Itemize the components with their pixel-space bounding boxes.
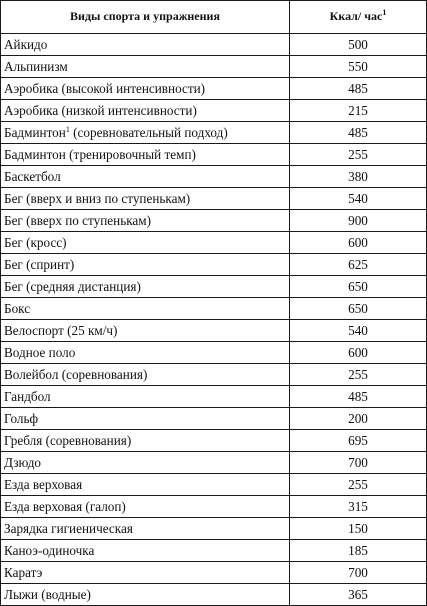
activity-cell: [1, 408, 290, 430]
activity-cell: [1, 584, 290, 606]
header-kcal: Ккал/ час$^1$: [290, 1, 427, 34]
activity-cell: [1, 518, 290, 540]
kcal-value: 700: [290, 452, 427, 474]
table-row: [1, 320, 427, 342]
kcal-value: 255: [290, 364, 427, 386]
activity-cell: [1, 276, 290, 298]
table-row: [1, 100, 427, 122]
activity-cell: [1, 386, 290, 408]
table-row: [1, 254, 427, 276]
kcal-value: 900: [290, 210, 427, 232]
activity-name: Езда верховая (галоп): [4, 499, 126, 514]
kcal-value: 600: [290, 232, 427, 254]
activity-name: Бег (кросс): [4, 235, 67, 250]
table-row: [1, 430, 427, 452]
activity-cell: [1, 34, 290, 56]
kcal-value: 650: [290, 298, 427, 320]
kcal-value: 315: [290, 496, 427, 518]
kcal-value: 485: [290, 386, 427, 408]
table-row: [1, 584, 427, 606]
table-row: [1, 78, 427, 100]
activity-cell: [1, 188, 290, 210]
kcal-value: 625: [290, 254, 427, 276]
table-row: [1, 56, 427, 78]
table-row: [1, 408, 427, 430]
kcal-value: 255: [290, 474, 427, 496]
activity-name: Гандбол: [4, 389, 51, 404]
activity-name: Бег (вверх и вниз по ступенькам): [4, 191, 191, 206]
activity-cell: [1, 56, 290, 78]
activity-cell: [1, 210, 290, 232]
activity-name: Альпинизм: [4, 59, 68, 74]
activity-name: Бег (вверх по ступенькам): [4, 213, 152, 228]
header-kcal-footnote: 1: [382, 8, 387, 17]
table-row: [1, 452, 427, 474]
table-row: [1, 34, 427, 56]
activity-name: Бег (средняя дистанция): [4, 279, 141, 294]
table-row: [1, 518, 427, 540]
activity-name: Бадминтон (тренировочный темп): [4, 147, 196, 162]
header-activity: Виды спорта и упражнения: [1, 1, 290, 34]
activity-name: Дзюдо: [4, 455, 42, 470]
table-row: [1, 562, 427, 584]
activity-cell: [1, 452, 290, 474]
activity-name-tail: (соревновательный подход): [69, 125, 228, 140]
activity-name: Бадминтон: [4, 125, 66, 140]
activity-cell: [1, 78, 290, 100]
activity-name: Каратэ: [4, 565, 43, 580]
table-row: [1, 144, 427, 166]
activity-name: Баскетбол: [4, 169, 61, 184]
table-row: [1, 166, 427, 188]
activity-cell: [1, 562, 290, 584]
kcal-value: 600: [290, 342, 427, 364]
activity-cell: [1, 364, 290, 386]
table-row: [1, 122, 427, 144]
activity-name: Каноэ-одиночка: [4, 543, 95, 558]
kcal-value: 540: [290, 320, 427, 342]
table-row: [1, 540, 427, 562]
kcal-value: 485: [290, 78, 427, 100]
table-header-row: [1, 1, 427, 34]
kcal-value: 150: [290, 518, 427, 540]
kcal-value: 185: [290, 540, 427, 562]
activity-name: Айкидо: [4, 37, 48, 52]
activity-cell: [1, 540, 290, 562]
activity-cell: [1, 232, 290, 254]
activity-name: Лыжи (водные): [4, 587, 91, 602]
activity-name: Аэробика (высокой интенсивности): [4, 81, 206, 96]
kcal-value: 500: [290, 34, 427, 56]
kcal-value: 255: [290, 144, 427, 166]
activity-name: Бег (спринт): [4, 257, 75, 272]
activity-name: Езда верховая: [4, 477, 83, 492]
table-row: [1, 364, 427, 386]
activity-cell: [1, 474, 290, 496]
activity-name: Волейбол (соревнования): [4, 367, 148, 382]
activity-name: Велоспорт (25 км/ч): [4, 323, 118, 338]
table-row: [1, 342, 427, 364]
kcal-value: 540: [290, 188, 427, 210]
activity-name: Аэробика (низкой интенсивности): [4, 103, 197, 118]
table-row: [1, 386, 427, 408]
activity-cell: [1, 496, 290, 518]
table-body: [1, 34, 427, 606]
activity-cell: [1, 342, 290, 364]
activity-cell: [1, 430, 290, 452]
activity-name: Зарядка гигиеническая: [4, 521, 133, 536]
kcal-value: 695: [290, 430, 427, 452]
activity-name: Водное поло: [4, 345, 76, 360]
activity-cell: [1, 298, 290, 320]
kcal-value: 550: [290, 56, 427, 78]
kcal-value: 650: [290, 276, 427, 298]
table-row: [1, 474, 427, 496]
activity-cell: [1, 100, 290, 122]
activity-cell: [1, 320, 290, 342]
table-row: [1, 232, 427, 254]
activity-name: Гребля (соревнования): [4, 433, 132, 448]
activity-cell: [1, 122, 290, 144]
kcal-value: 485: [290, 122, 427, 144]
footnote-marker: 1: [65, 125, 70, 134]
activity-cell: [1, 166, 290, 188]
table-row: [1, 496, 427, 518]
kcal-value: 215: [290, 100, 427, 122]
kcal-value: 700: [290, 562, 427, 584]
activity-cell: [1, 144, 290, 166]
table-row: [1, 276, 427, 298]
kcal-value: 380: [290, 166, 427, 188]
activity-name: Бокс: [4, 301, 31, 316]
table-row: [1, 298, 427, 320]
table-row: [1, 210, 427, 232]
kcal-value: 200: [290, 408, 427, 430]
activity-cell: [1, 254, 290, 276]
table-row: [1, 188, 427, 210]
kcal-value: 365: [290, 584, 427, 606]
activity-name: Гольф: [4, 411, 39, 426]
